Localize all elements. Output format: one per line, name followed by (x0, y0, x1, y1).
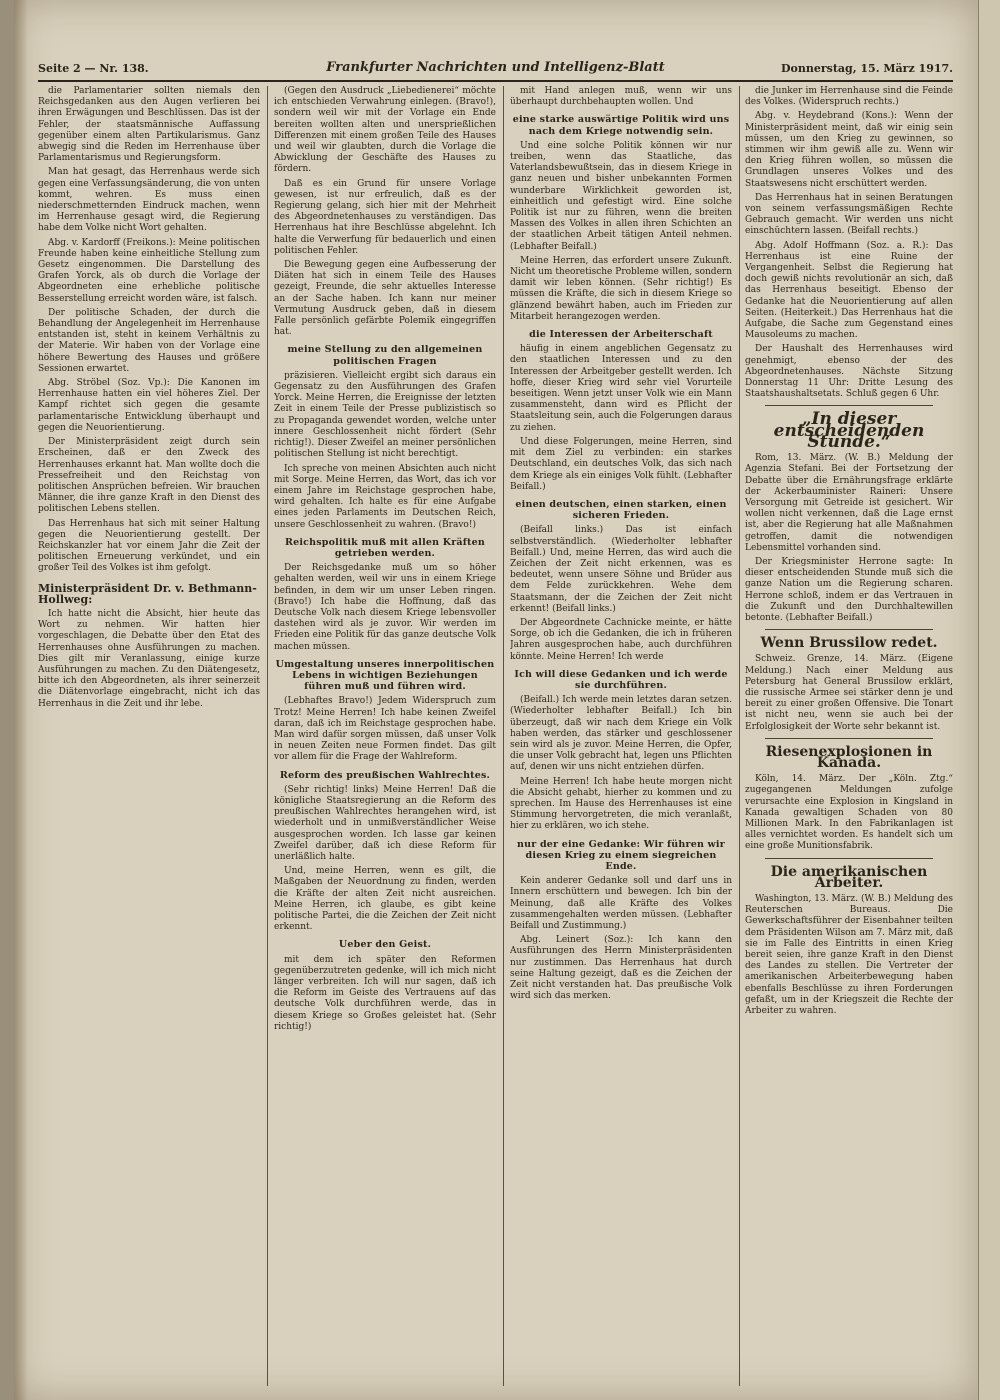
paragraph: Der politische Schaden, der durch die Behandlung der Angelegenheit im Herrenhause entstanden ist, steht in keinem Verhältnis zu der Materie. Wir haben von der Vorlage eine höhere Bewertung des Hauses und größere Sessionen erwartet. (38, 307, 260, 374)
article-divider (765, 858, 933, 859)
paragraph: Kein anderer Gedanke soll und darf uns in Innern erschüttern und bewegen. Ich bin der Meinung, daß alle Kräfte des Volkes zusammengehalten werden müssen. (Lebhafter Beifall und Zustimmung.) (510, 876, 732, 932)
subheading: die Interessen der Arbeiterschaft (529, 329, 713, 341)
subheading: Ich will diese Gedanken und ich werde sie durchführen. (514, 668, 728, 691)
paragraph: Meine Herren, das erfordert unsere Zukunft. Nicht um theoretische Probleme willen, sondern damit wir leben können. (Sehr richtig!) Es müssen die Kräfte, die sich in diesem Kriege so glänzend bewährt haben, auch im Frieden zur Mitarbeit herangezogen werden. (510, 255, 732, 322)
masthead (38, 60, 953, 78)
subheading: Reichspolitik muß mit allen Kräften getrieben werden. (285, 536, 485, 559)
speaker-paragraph: Abg. Adolf Hoffmann (Soz. a. R.): Das Herrenhaus ist eine Ruine der Vergangenheit. Selbst die Regierung hat doch gewiß nichts revolutionär an sich, daß das Herrenhaus beseitigt. Ebenso der Gedanke hat die Neuorientierung auf allen Seiten. (Heiterkeit.) Das Herrenhaus hat die Aufgabe, die Sache zum Gegenstand eines Mausoleums zu machen. (745, 240, 953, 341)
section-heading: Ministerpräsident Dr. v. Bethmann-Hollweg: (38, 581, 257, 606)
column-divider (267, 86, 268, 1386)
subheading: Reform des preußischen Wahlrechtes. (279, 769, 491, 781)
paragraph: Der Kriegsminister Herrone sagte: In dieser entscheidenden Stunde muß sich die ganze Nation um die Regierung scharen. Herrone schloß, indem er das Vertrauen in die Zukunft und den Durchhaltewillen betonte. (Lebhafter Beifall.) (745, 556, 953, 623)
article-divider (765, 629, 933, 630)
page-number: Seite 2 — Nr. 138. (38, 62, 149, 75)
article-headline: Die amerikanischen Arbeiter. (770, 863, 928, 891)
paragraph: Man hat gesagt, das Herrenhaus werde sich gegen eine Verfassungsänderung, die von unten kommt, wehren. Es muss einen niederschmetternden Eindruck machen, wenn im Herrenhause gesagt wird, die Regierung habe dem Volke nicht Wort gehalten. (38, 167, 260, 234)
paragraph: Und eine solche Politik können wir nur treiben, wenn das Staatliche, das Vaterlandsbewußtsein, das in diesem Kriege in ganz neuen und bisher unbekannten Formen wunderbare Wirklichkeit geworden ist, einheitlich und gefestigt wird. Eine solche Politik ist nur zu führen, wenn die breiten Massen des Volkes in allen ihren Schichten an der staatlichen Arbeit tätigen Anteil nehmen. (Lebhafter Beifall.) (510, 140, 732, 252)
paragraph: Rom, 13. März. (W. B.) Meldung der Agenzia Stefani. Bei der Fortsetzung der Debatte über die Ernährungsfrage erklärte der Ackerbauminister Raineri: Unsere Versorgung mit Getreide ist gesichert. Wir wollen nicht verkennen, daß die Lage ernst ist, aber die Regierung hat alle Maßnahmen getroffen, damit die notwendigen Lebensmittel vorhanden sind. (745, 453, 953, 553)
paragraph: Der Abgeordnete Cachnicke meinte, er hätte Sorge, ob ich die Gedanken, die ich in früheren Jahren ausgesprochen habe, auch durchführen könnte. Meine Herren! Ich werde (510, 617, 732, 662)
subheading: eine starke auswärtige Politik wird uns nach dem Kriege notwendig sein. (512, 114, 730, 137)
paragraph: Das Herrenhaus hat in seinen Beratungen von seinem verfassungsmäßigen Rechte Gebrauch gemacht. Wir werden uns nicht einschüchtern lassen. (Beifall rechts.) (745, 192, 953, 237)
speaker-paragraph: Abg. v. Kardorff (Freikons.): Meine politischen Freunde haben keine einheitliche Stellung zum Gesetz eingenommen. Die Darstellung des Grafen Yorck, als ob durch die Vorlage der Abgeordneten eine erhebliche politische Besserstellung erreicht worden wäre, ist falsch. (38, 237, 260, 304)
newspaper-title: Frankfurter Nachrichten und Intelligenz-Blatt (326, 60, 665, 75)
speaker-paragraph: Abg. Leinert (Soz.): Ich kann den Ausführungen des Herrn Ministerpräsidenten nur zustimmen. Das Herrenhaus hat durch seine Haltung gezeigt, daß es die Zeichen der Zeit nicht verstanden hat. Das preußische Volk wird sich das merken. (510, 935, 732, 1002)
article-divider (765, 738, 933, 739)
paragraph: Der Haushalt des Herrenhauses wird genehmigt, ebenso der des Abgeordnetenhauses. Nächste Sitzung Donnerstag 11 Uhr: Dritte Lesung des Staatshaushaltsetats. Schluß gegen 6 Uhr. (745, 344, 953, 400)
adjacent-page-edge (978, 0, 1000, 1400)
paragraph: Der Reichsgedanke muß um so höher gehalten werden, weil wir uns in einem Kriege befinden, in dem wir um unser Leben ringen. (Bravo!) Ich habe die Hoffnung, daß das Deutsche Volk nach diesem Kriege lebensvoller dastehen wird als je zuvor. Wir werden im Frieden eine Politik für das ganze deutsche Volk machen müssen. (274, 563, 496, 652)
article-divider (765, 405, 933, 406)
paragraph: die Parlamentarier sollten niemals den Reichsgedanken aus den Augen verlieren bei ihren Erwägungen und Beschlüssen. Das ist der Fehler, der staatsmännische Auffassung gegenüber einem alten Partikularismus. Ganz abwegig sind die Reden im Herrenhause über Parlamentarismus und Regierungsform. (38, 86, 260, 164)
article-headline: Wenn Brussilow redet. (760, 635, 938, 652)
speaker-paragraph: Abg. v. Heydebrand (Kons.): Wenn der Ministerpräsident meint, daß wir einig sein müssen, um den Krieg zu gewinnen, so stimmen wir ihm gewiß alle zu. Wenn wir den Krieg führen wollen, so müssen die Grundlagen unseres Volkes und des Staatswesens nicht erschüttert werden. (745, 111, 953, 189)
paragraph: Washington, 13. März. (W. B.) Meldung des Reuterschen Bureaus. Die Gewerkschaftsführer der Eisenbahner teilten dem Präsidenten Wilson am 7. März mit, daß sie im Falle des Eintritts in einen Krieg bereit seien, ihre ganze Kraft in den Dienst des Landes zu stellen. Die Vertreter der amerikanischen Arbeiterbewegung haben ebenfalls Beschlüsse zu ihren Forderungen gefaßt, um in der Kriegszeit die Rechte der Arbeiter zu wahren. (745, 894, 953, 1017)
paragraph: (Gegen den Ausdruck „Liebedienerei“ möchte ich entschieden Verwahrung einlegen. (Bravo!), sondern weil wir mit der Vorlage ein Ende bereiten wollten alten und unersprießlichen Differenzen mit einem großen Teile des Hauses und weil wir glaubten, durch die Vorlage die Abwicklung der Geschäfte des Hauses zu fördern. (274, 86, 496, 175)
paragraph: (Lebhaftes Bravo!) Jedem Widerspruch zum Trotz! Meine Herren! Ich habe keinen Zweifel daran, daß ich im Reichstage gesprochen habe. Man wird dafür sorgen müssen, daß unser Volk in neuen Zeiten neue Formen findet. Das gilt vor allem für die Frage der Wahlreform. (274, 696, 496, 763)
subheading: nur der eine Gedanke: Wir führen wir diesen Krieg zu einem siegreichen Ende. (517, 838, 725, 872)
subheading: einen deutschen, einen starken, einen sicheren Frieden. (515, 498, 727, 522)
paragraph: Und diese Folgerungen, meine Herren, sind mit dem Ziel zu verbinden: ein starkes Deutschland, ein deutsches Volk, das sich nach dem Kriege als ein einiges Volk fühlt. (Lebhafter Beifall.) (510, 436, 732, 492)
column-4 (745, 86, 953, 1386)
column-3 (510, 86, 732, 1386)
article-headline: „In dieser entscheidenden Stunde.“ (773, 409, 925, 452)
article-headline: Riesenexplosionen in Kanada. (765, 743, 933, 771)
page-fold-shadow (14, 0, 28, 1400)
subheading: meine Stellung zu den allgemeinen politischen Fragen (287, 344, 483, 367)
paragraph: mit Hand anlegen muß, wenn wir uns überhaupt durchbehaupten wollen. Und (510, 86, 732, 108)
column-divider (739, 86, 740, 1386)
speaker-paragraph: Abg. Ströbel (Soz. Vp.): Die Kanonen im Herrenhause hatten ein viel höheres Ziel. Der Kampf richtet sich gegen die gesamte parlamentarische Entwicklung überhaupt und gegen die Neuorientierung. (38, 378, 260, 433)
paragraph: Und, meine Herren, wenn es gilt, die Maßgaben der Neuordnung zu finden, werden die Kräfte der alten Zeit nicht ausreichen. Meine Herren, ich glaube, es gibt keine politische Partei, die die Zeichen der Zeit nicht erkennt. (274, 866, 496, 933)
paragraph: Köln, 14. März. Der „Köln. Ztg.“ zugegangenen Meldungen zufolge verursachte eine Explosion in Kingsland in Kanada gewaltigen Schaden von 80 Millionen Mark. In den Fabrikanlagen ist alles vernichtet worden. Es handelt sich um eine große Munitionsfabrik. (745, 774, 953, 852)
column-divider (503, 86, 504, 1386)
paragraph: Daß es ein Grund für unsere Vorlage gewesen, ist nur erfreulich, daß es der Regierung gelang, sich hier mit der Mehrheit des Abgeordnetenhauses zu verständigen. Das Herrenhaus hat ihre Beschlüsse abgelehnt. Ich halte die Verwerfung für bedauerlich und einen politischen Fehler. (274, 178, 496, 256)
paragraph: die Junker im Herrenhause sind die Feinde des Volkes. (Widerspruch rechts.) (745, 86, 953, 108)
paragraph: präzisieren. Vielleicht ergibt sich daraus ein Gegensatz zu den Ausführungen des Grafen Yorck. Meine Herren, die Ereignisse der letzten Zeit in einem Teile der Presse publizistisch so zu Propaganda gewendet worden, welche unter innere Geschlossenheit nicht fördert (Sehr richtig!). Dieser Zweifel an meiner persönlichen politischen Stellung ist nicht berechtigt. (274, 370, 496, 460)
paragraph: (Sehr richtig! links) Meine Herren! Daß die königliche Staatsregierung an die Reform des preußischen Wahlrechtes herangehen wird, ist wiederholt und in unmißverständlicher Weise ausgesprochen worden. Ich lasse gar keinen Zweifel darüber, daß ich diese Reform für unerläßlich halte. (274, 784, 496, 862)
paragraph: Das Herrenhaus hat sich mit seiner Haltung gegen die Neuorientierung gestellt. Der Reichskanzler hat vor einem Jahr die Zeit der politischen Erneuerung verkündet, und ein großer Teil des Volkes ist ihm gefolgt. (38, 518, 260, 574)
column-2 (274, 86, 496, 1386)
paragraph: Schweiz. Grenze, 14. März. (Eigene Meldung.) Nach einer Meldung aus Petersburg hat General Brussilow erklärt, die russische Armee sei stärker denn je und bereit zu einer großen Offensive. Die Tonart ist nicht neu, wenn sie auch bei der Erfolglosigkeit der Worte sehr bekannt ist. (745, 654, 953, 732)
issue-date: Donnerstag, 15. März 1917. (780, 62, 953, 75)
paragraph: Die Bewegung gegen eine Aufbesserung der Diäten hat sich in einem Teile des Hauses gezeigt, Freunde, die sehr aktuelles Interesse an der Sache haben. Ich kann nur meiner Vermutung Ausdruck geben, daß in diesem Falle persönlich gefärbte Polemik eingegriffen hat. (274, 260, 496, 338)
paragraph: Ich spreche von meinen Absichten auch nicht mit Sorge. Meine Herren, das Wort, das ich vor einem Jahre im Reichstage gesprochen habe, wird gehalten. Ich halte es für eine Aufgabe eines jeden Parlaments im Deutschen Reich, unsere Geschlossenheit zu wahren. (Bravo!) (274, 463, 496, 530)
paragraph: mit dem ich später den Reformen gegenüberzutreten gedenke, will ich mich nicht länger verbreiten. Ich will nur sagen, daß ich die Reform im Geiste des Vertrauens auf das deutsche Volk durchführen werde, das in diesem Kriege so Großes geleistet hat. (Sehr richtig!) (274, 954, 496, 1032)
paragraph: Ich hatte nicht die Absicht, hier heute das Wort zu nehmen. Wir hatten hier vorgeschlagen, die Debatte über den Etat des Herrenhauses ohne Ausführungen zu machen. Dies gilt mir Veranlassung, einige kurze Ausführungen zu machen. Zu den Diätengesetz, bitte ich den Abgeordneten, als ihrer seinerzeit die Diätenvorlage eingebracht, nicht ich das Herrenhaus in die Zeit und ihr lebe. (38, 608, 260, 709)
subheading: Umgestaltung unseres innerpolitischen Lebens in wichtigen Beziehungen führen muß und führen wird. (275, 658, 495, 693)
paragraph: Der Ministerpräsident zeigt durch sein Erscheinen, daß er den Zweck des Herrenhauses erkannt hat. Man wollte doch die Pressefreiheit und den Reichstag von politischen Ansprüchen befreien. Wir brauchen Männer, die ihre ganze Kraft in den Dienst des politischen Lebens stellen. (38, 437, 260, 515)
paragraph: häufig in einem angeblichen Gegensatz zu den staatlichen Interessen und zu den Interessen der Arbeitgeber gestellt werden. Ich hoffe, dieser Krieg wird sehr viel Vorurteile beseitigen. Wenn jetzt unser Volk wie ein Mann zusammensteht, dann wird es Pflicht der Staatsleitung sein, auch die Folgerungen daraus zu ziehen. (510, 344, 732, 433)
column-1 (38, 86, 260, 1386)
paragraph: (Beifall links.) Das ist einfach selbstverständlich. (Wiederholter lebhafter Beifall.) Und, meine Herren, das wird auch die Zeichen der Zeit nicht erkennen, was es bedeutet, wenn unsere Söhne und Brüder aus dem Felde zurückkehren. Wehe dem Staatsmann, der die Zeichen der Zeit nicht erkennt! (Beifall links.) (510, 525, 732, 614)
paragraph: (Beifall.) Ich werde mein letztes daran setzen. (Wiederholter lebhafter Beifall.) Ich bin überzeugt, daß wir nach dem Kriege ein Volk haben werden, das stärker und geschlossener sein wird als je zuvor. Meine Herren, die Opfer, die unser Volk gebracht hat, legen uns Pflichten auf, denen wir uns nicht entziehen dürfen. (510, 695, 732, 773)
subheading: Ueber den Geist. (338, 939, 432, 951)
paragraph: Meine Herren! Ich habe heute morgen nicht die Absicht gehabt, hierher zu kommen und zu sprechen. Im Hause des Herrenhauses ist eine Stimmung hervorgetreten, die mich veranlaßt, hier zu erklären, wo ich stehe. (510, 776, 732, 832)
masthead-rule (38, 80, 953, 82)
